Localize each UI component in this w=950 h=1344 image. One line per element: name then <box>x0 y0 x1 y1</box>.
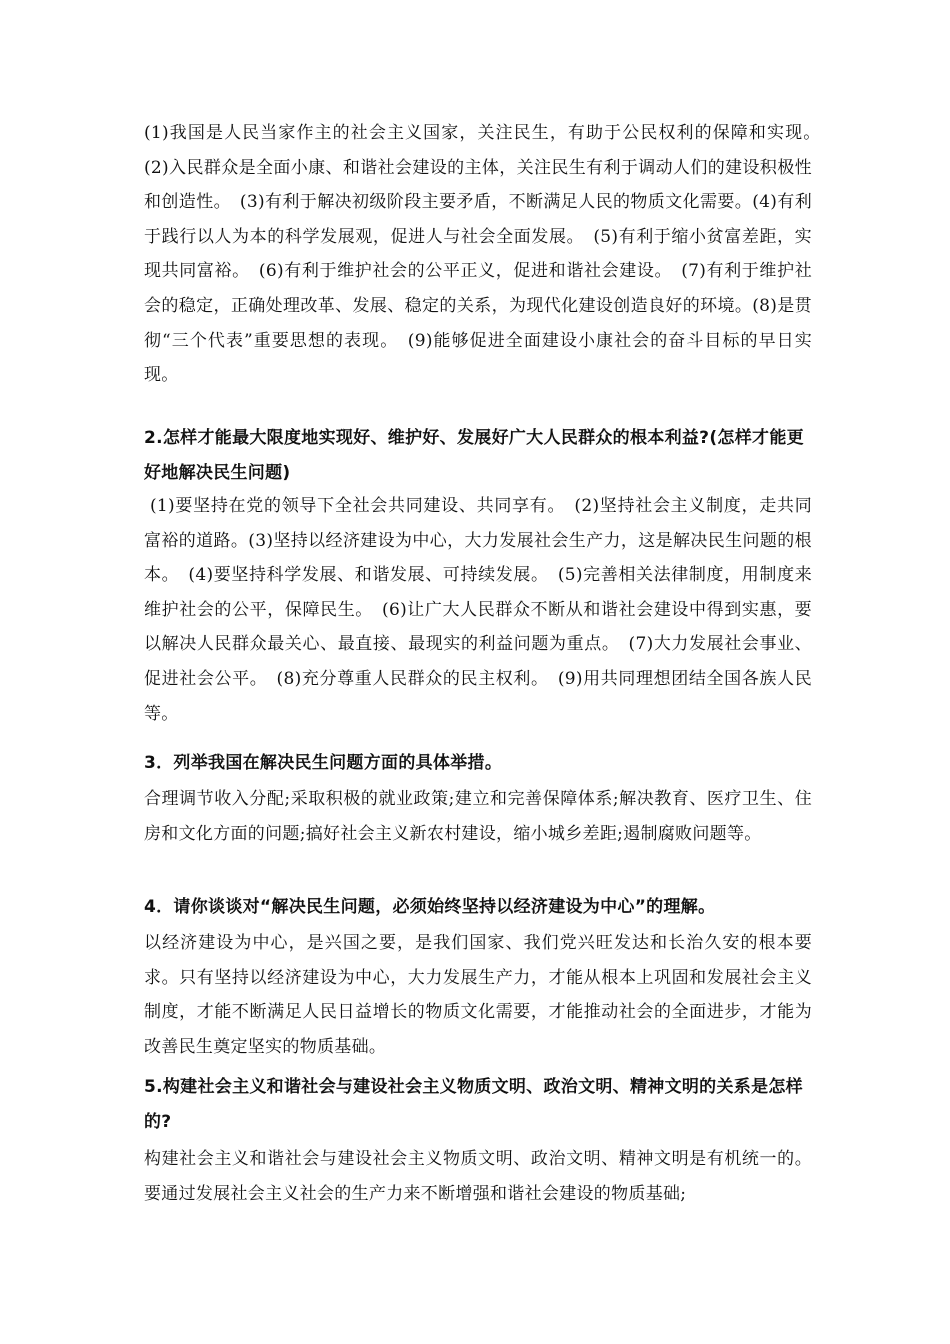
question-3-heading: 3．列举我国在解决民生问题方面的具体举措。 <box>144 753 503 773</box>
answer-2-paragraph: (1)要坚持在党的领导下全社会共同建设、共同享有。 (2)坚持社会主义制度，走共同富裕的道路。(3)坚持以经济建设为中心，大力发展社会生产力，这是解决民生问题的根本。 (4)要坚持科学发展、和谐发展、可持续发展。 (5)完善相关法律制度，用制度来维护社会的公平，保障民生。 (6)让广大人民群众不断从和谐社会建设中得到实惠，要以解决人民群众最关心、最直接、最现实的利益问题为重点。 (7)大力发展社会事业、促进社会公平。 (8)充分尊重人民群众的民主权利。 (9)用共同理想团结全国各族人民等。 <box>144 496 812 724</box>
answer-5-paragraph: 构建社会主义和谐社会与建设社会主义物质文明、政治文明、精神文明是有机统一的。要通过发展社会主义社会的生产力来不断增强和谐社会建设的物质基础; <box>144 1149 812 1204</box>
answer-3-paragraph: 合理调节收入分配;采取积极的就业政策;建立和完善保障体系;解决教育、医疗卫生、住房和文化方面的问题;搞好社会主义新农村建设，缩小城乡差距;遏制腐败问题等。 <box>144 789 812 844</box>
question-2-heading: 2.怎样才能最大限度地实现好、维护好、发展好广大人民群众的根本利益?(怎样才能更好地解决民生问题) <box>144 428 804 483</box>
answer-4-paragraph: 以经济建设为中心，是兴国之要，是我们国家、我们党兴旺发达和长治久安的根本要求。只有坚持以经济建设为中心，大力发展生产力，才能从根本上巩固和发展社会主义制度，才能不断满足人民日益增长的物质文化需要，才能推动社会的全面进步，才能为改善民生奠定坚实的物质基础。 <box>144 933 812 1057</box>
answer-1-paragraph: (1)我国是人民当家作主的社会主义国家，关注民生，有助于公民权利的保障和实现。 (2)入民群众是全面小康、和谐社会建设的主体，关注民生有利于调动人们的建设积极性和创造性。 (3)有利于解决初级阶段主要矛盾，不断满足人民的物质文化需要。(4)有利于践行以人为本的科学发展观，促进人与社会全面发展。 (5)有利于缩小贫富差距，实现共同富裕。 (6)有利于维护社会的公平正义，促进和谐社会建设。 (7)有利于维护社会的稳定，正确处理改革、发展、稳定的关系，为现代化建设创造良好的环境。(8)是贯彻“三个代表”重要思想的表现。 (9)能够促进全面建设小康社会的奋斗目标的早日实现。 <box>144 123 830 386</box>
question-4-heading: 4．请你谈谈对“解决民生问题，必须始终坚持以经济建设为中心”的理解。 <box>144 897 716 917</box>
question-5-heading: 5.构建社会主义和谐社会与建设社会主义物质文明、政治文明、精神文明的关系是怎样的? <box>144 1077 803 1132</box>
